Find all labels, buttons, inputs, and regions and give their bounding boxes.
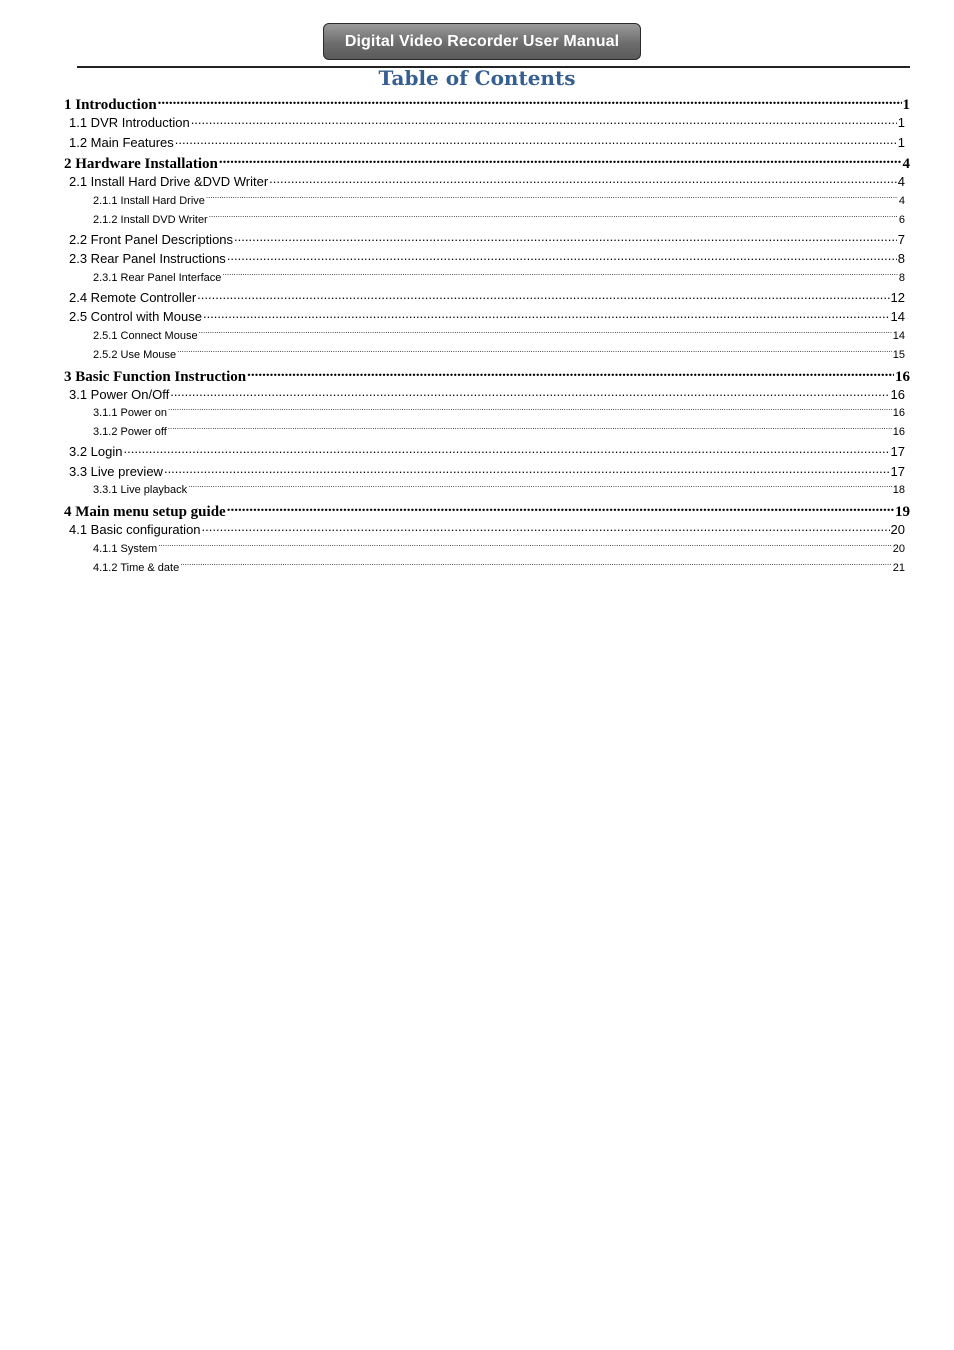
toc-entry-page-number: 4 [902,156,910,171]
manual-title-badge [323,23,641,60]
dot-leader [191,112,897,127]
toc-entry-label: 1.2 Main Features [69,134,174,150]
toc-entry-label: 2.2 Front Panel Descriptions [69,231,234,247]
toc-entry-label: 2 Hardware Installation [64,156,218,171]
toc-entry-label: 3.1.2 Power off [93,426,167,438]
toc-entry-page-number: 1 [897,115,905,130]
toc-entry-label: 2.1.1 Install Hard Drive [93,194,205,207]
toc-entry[interactable] [62,229,910,249]
toc-entry-label: 2.5.2 Use Mouse [93,348,177,361]
toc-entry-label: 2.5.1 Connect Mouse [93,329,198,342]
dot-leader [202,519,890,534]
toc-entry-page-number: 8 [898,271,905,284]
toc-entry-label: 2.5 Control with Mouse [69,309,202,324]
toc-entry-page-number: 18 [892,484,905,496]
toc-entry[interactable] [62,268,910,287]
toc-entry-page-number: 17 [890,463,905,479]
toc-entry-label: 3.1 Power On/Off [69,386,170,402]
toc-entry-label: 1.1 DVR Introduction [69,115,190,130]
dot-leader [227,499,894,516]
toc-entry[interactable] [62,171,910,191]
toc-entry-page-number: 12 [890,289,905,305]
toc-entry[interactable] [62,364,910,384]
toc-entry-label: 4.1.2 Time & date [93,561,180,574]
toc-entry[interactable] [62,306,910,326]
toc-entry[interactable] [62,191,910,210]
toc-entry-label: 2.3.1 Rear Panel Interface [93,271,222,284]
toc-entry[interactable] [62,422,910,441]
toc-entry-page-number: 17 [890,444,905,459]
dot-leader [269,171,897,186]
toc-entry-page-number: 16 [895,368,910,384]
toc-entry-page-number: 15 [892,348,905,361]
dot-leader [158,539,892,552]
dot-leader [247,364,894,381]
toc-entry-label: 2.3 Rear Panel Instructions [69,251,226,266]
toc-entry-label: 3.3.1 Live playback [93,484,188,496]
toc-entry-page-number: 8 [897,251,905,266]
dot-leader [234,229,897,244]
toc-entry[interactable] [62,132,910,152]
toc-entry-page-number: 4 [898,194,905,207]
toc-entry[interactable] [62,345,910,364]
dot-leader [227,248,897,263]
toc-entry-label: 3.2 Login [69,444,123,459]
toc-entry[interactable] [62,441,910,461]
toc-entry[interactable] [62,248,910,268]
dot-leader [168,422,892,435]
toc-entry[interactable] [62,403,910,422]
dot-leader [219,151,902,168]
toc-entry-page-number: 4 [897,174,905,189]
toc-entry[interactable] [62,92,910,112]
toc-entry-label: 3.3 Live preview [69,463,163,479]
toc-entry-label: 2.4 Remote Controller [69,289,197,305]
toc-entry-label: 2.1.2 Install DVD Writer [93,213,208,226]
toc-entry[interactable] [62,151,910,171]
toc-entry-page-number: 14 [890,309,905,324]
toc-entry-page-number: 1 [897,134,905,150]
toc-entry-label: 4.1 Basic configuration [69,522,201,537]
toc-entry-label: 1 Introduction [64,97,157,112]
toc-list [62,92,910,577]
dot-leader [164,461,890,476]
dot-leader [170,384,889,399]
toc-entry-page-number: 14 [892,329,905,342]
toc-entry-label: 3 Basic Function Instruction [64,368,247,384]
dot-leader [124,441,890,456]
toc-entry-label: 2.1 Install Hard Drive &DVD Writer [69,174,269,189]
toc-entry-page-number: 20 [890,522,905,537]
toc-entry[interactable] [62,112,910,132]
toc-entry[interactable] [62,480,910,499]
toc-entry-label: 4.1.1 System [93,542,158,555]
toc-entry[interactable] [62,499,910,519]
dot-leader [168,403,892,416]
manual-title-text: Digital Video Recorder User Manual [344,32,620,50]
toc-entry-page-number: 16 [892,407,905,419]
dot-leader [209,210,898,223]
toc-entry-label: 4 Main menu setup guide [64,504,226,519]
dot-leader [158,92,902,109]
dot-leader [199,326,892,339]
toc-entry-page-number: 1 [902,97,910,112]
toc-entry[interactable] [62,326,910,345]
dot-leader [175,132,897,147]
toc-entry[interactable] [62,461,910,481]
toc-entry[interactable] [62,287,910,307]
toc-entry[interactable] [62,210,910,229]
dot-leader [177,345,892,358]
toc-entry[interactable] [62,539,910,558]
dot-leader [180,558,892,571]
toc-entry-page-number: 16 [890,386,905,402]
dot-leader [188,480,892,493]
dot-leader [203,306,890,321]
toc-entry[interactable] [62,519,910,539]
dot-leader [206,191,898,204]
toc-entry-page-number: 7 [897,231,905,247]
toc-heading: Table of Contents [378,66,576,90]
toc-entry-page-number: 19 [895,504,910,519]
toc-entry-page-number: 21 [892,561,905,574]
toc-entry-page-number: 16 [892,426,905,438]
dot-leader [222,268,897,281]
dot-leader [197,287,889,302]
toc-entry[interactable] [62,558,910,577]
toc-entry[interactable] [62,384,910,404]
toc-entry-page-number: 20 [892,542,905,555]
toc-entry-page-number: 6 [898,213,905,226]
toc-entry-label: 3.1.1 Power on [93,407,167,419]
